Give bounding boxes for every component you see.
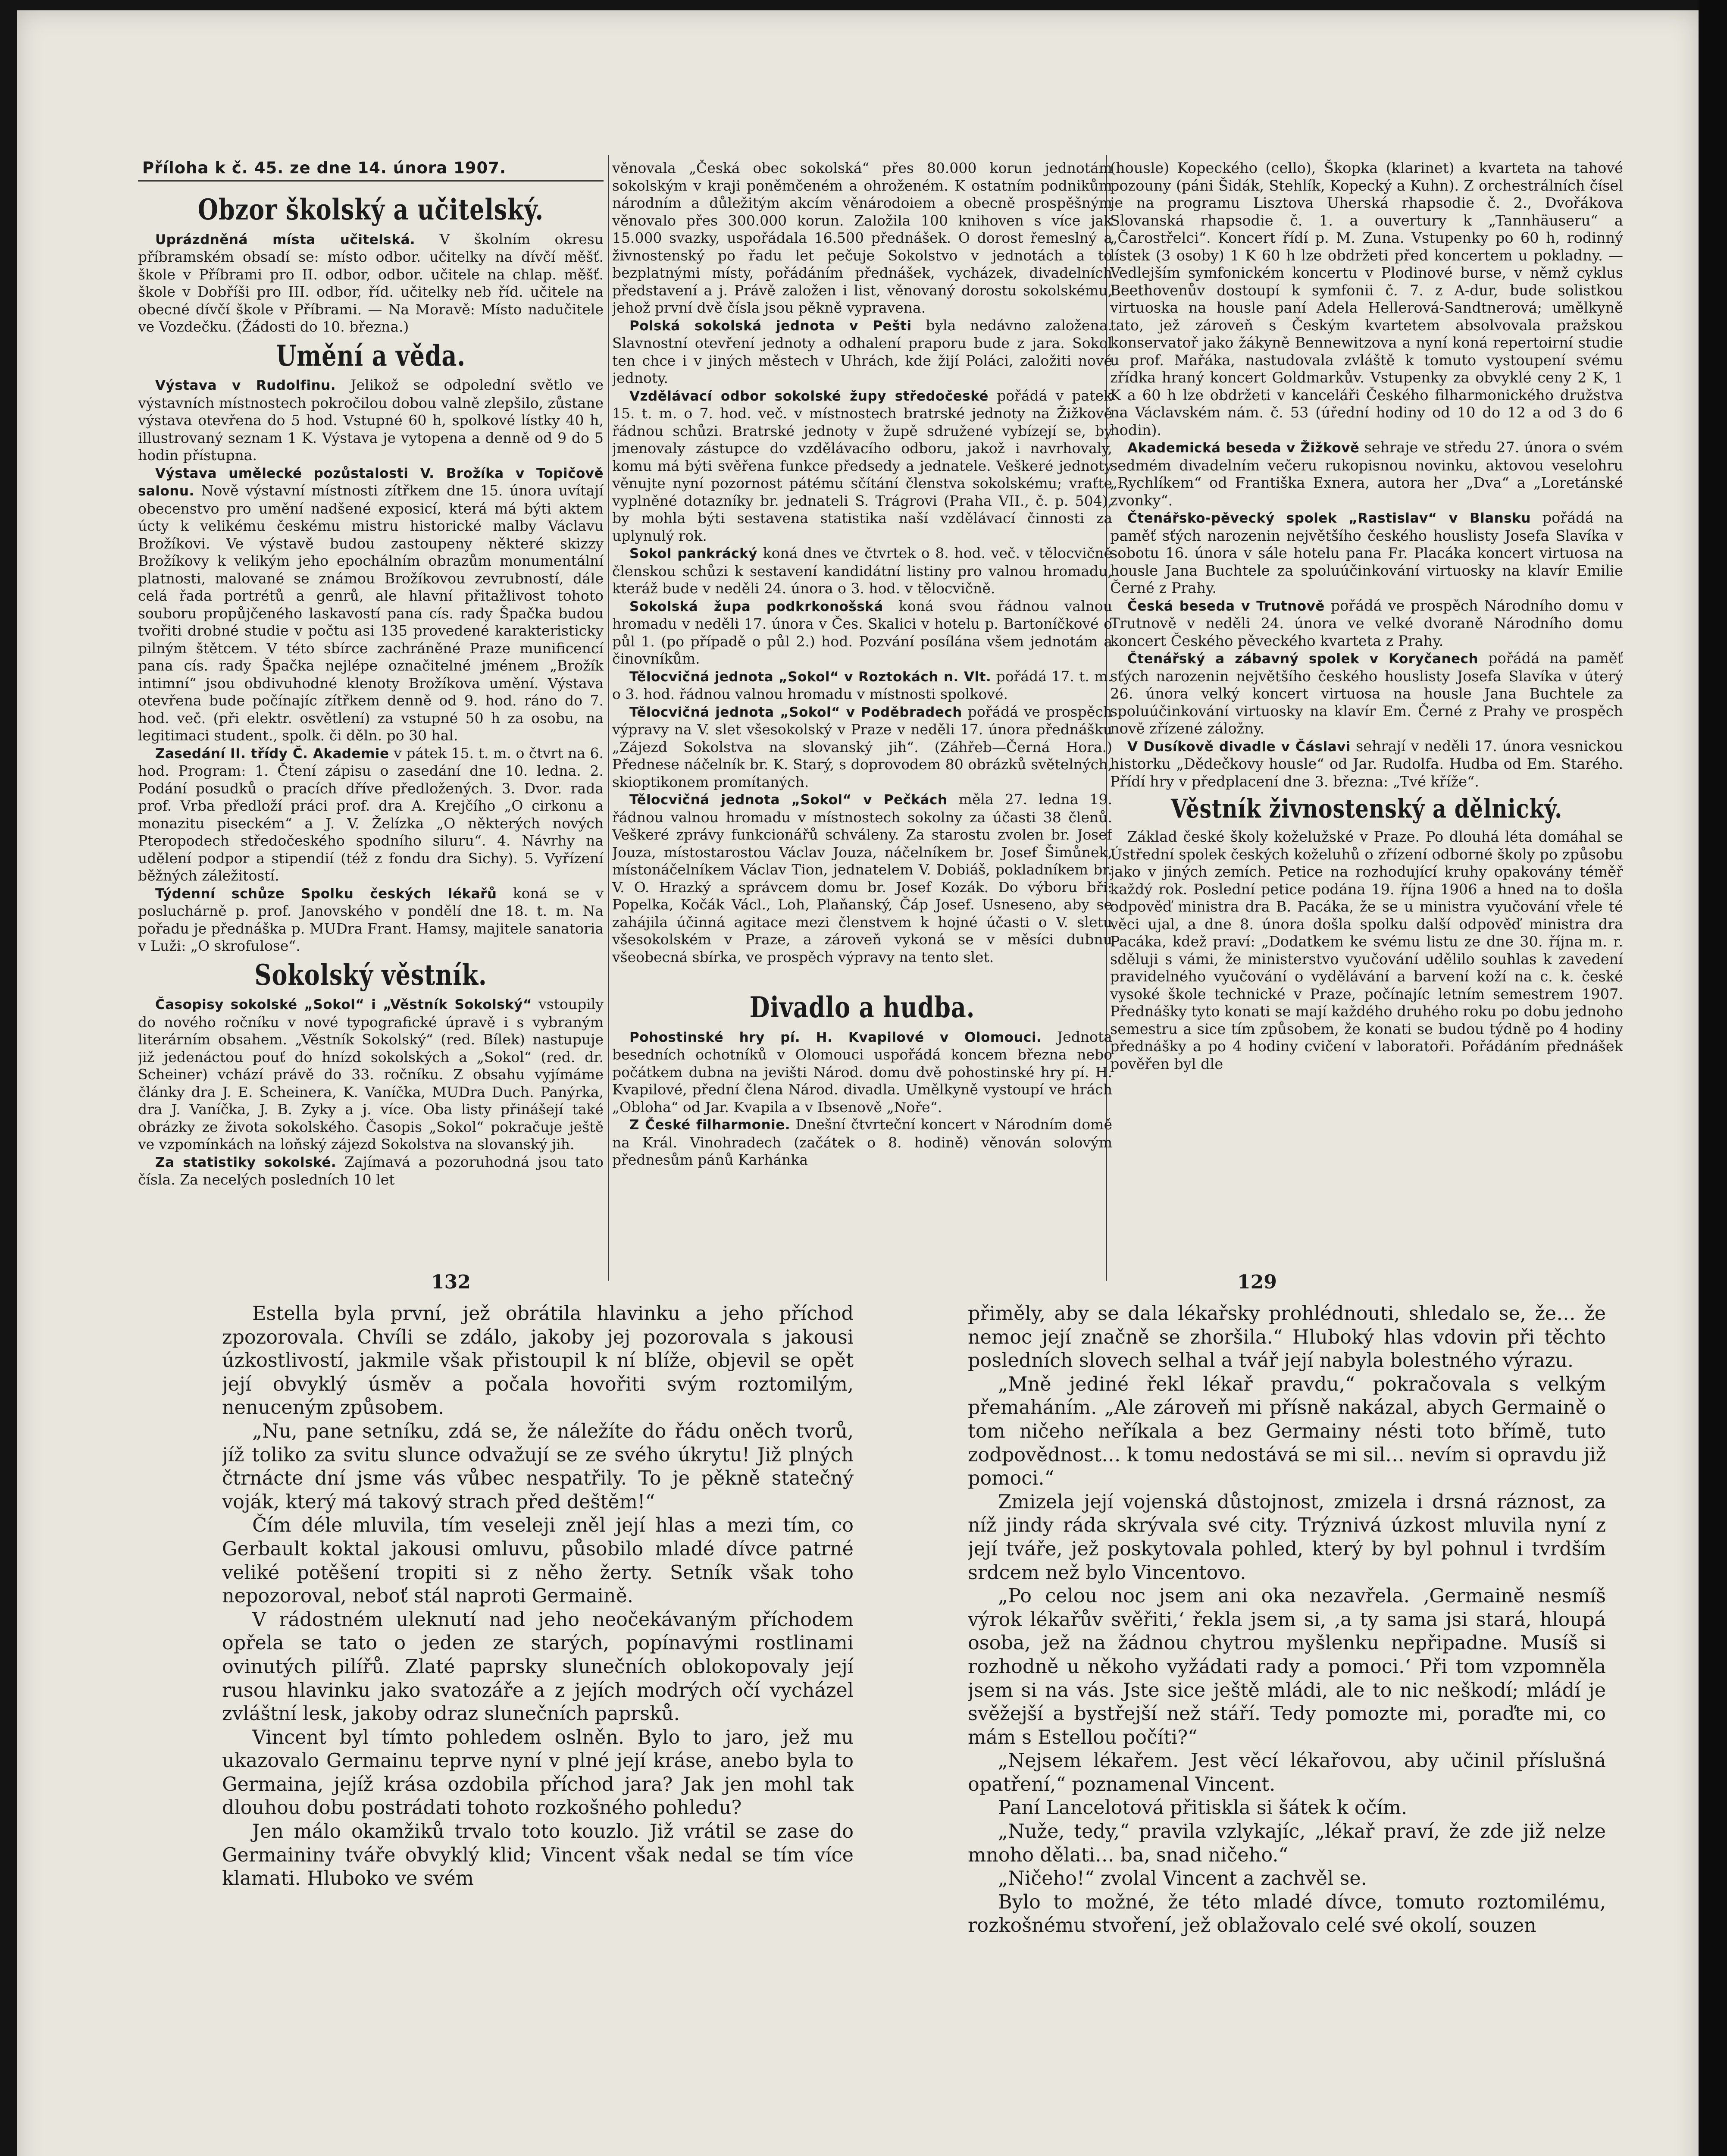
article-text: byla nedávno založena. Slavnostní otevření jednoty a odhalení praporu bude z jara. Sokol ten chce i v jiných městech v Uhrách, kde žijí Poláci, založiti nové jednoty. [612,317,1112,386]
article-lead: Čtenářský a zábavný spolek v Koryčanech [1127,651,1479,667]
header-rule [138,180,604,182]
article-text: měla 27. ledna 19. řádnou valnou hromadu v místnostech sokolny za účasti 38 členů. Veškeré zprávy funkcionářů schváleny. Za starostu zvolen br. Josef Jouza, místostarostou Václav Jouza, náčelníkem br. Josef Šimůnek, místonáčelníkem Václav Tion, jednatelem V. Dobiáš, pokladníkem br. V. O. Hrazký a správcem domu br. Josef Kozák. Do výboru bři: Popelka, Kočák Václ., Loh, Plaňanský, Čáp Josef. Usneseno, aby se zahájila účinná agitace mezi členstvem k hojné účasti o V. sletu všesokolském v Praze, a zároveň vykoná se v měsíci dubnu všeobecná sbírka, ve prospěch výpravy na tento slet. [612,791,1112,965]
article [612,387,1112,545]
article [612,317,1112,387]
article-text: Zajímavá a pozoruhodná jsou tato čísla. Za necelých posledních 10 let [138,1153,604,1188]
novel-paragraph: Vincent byl tímto pohledem oslněn. Bylo to jaro, jež mu ukazovalo Germainu teprve nyní v plné její kráse, anebo byla to Germaina, jejíž krása ozdobila příchod jara? Jak jen mohl tak dlouhou dobu postrádati tohoto rozkošného pohledu? [222,1726,854,1819]
article [138,885,604,955]
article-text: sehraje ve středu 27. února o svém sedmém divadelním večeru rukopisnou novinku, aktovou veselohru „Rychlíkem“ od Františka Exnera, autora her „Dva“ a „Loretánské zvonky“. [1110,439,1623,509]
article-lead: Z České filharmonie. [629,1117,791,1133]
novel-paragraph: Čím déle mluvila, tím veseleji zněl její hlas a mezi tím, co Gerbault koktal jakousi omluvu, působilo mladé dívce patrné veliké potěšení tropiti si z něho žerty. Setník však toho nepozoroval, neboť stál naproti Germaině. [222,1514,854,1608]
novel-paragraph: přiměly, aby se dala lékařsky prohlédnouti, shledalo se, že… že nemoc její značně se zhoršila.“ Hluboký hlas vdovin při těchto posledních slovech selhal a tvář její nabyla bolestného výrazu. [968,1303,1606,1372]
article-lead: Česká beseda v Trutnově [1127,598,1325,614]
article-text: koná dnes ve čtvrtek o 8. hod. več. v tělocvičně členskou schůzi k sestavení kandidátní listiny pro valnou hromadu, kteráž bude v neděli 24. února o 3. hod. v tělocvičně. [612,545,1112,597]
column-rule [608,155,609,1281]
article-text: pořádá ve prospěch výpravy na V. slet všesokolský v Praze v neděli 17. února přednášku „Zájezd Sokolstva na slovanský jih“. (Záhřeb—Černá Hora.) Přednese náčelník br. K. Starý, s doprovodem 80 obrázků světelných, skioptikonem promítaných. [612,703,1112,790]
article-lead: Tělocvičná jednota „Sokol“ v Roztokách n. Vlt. [629,669,992,685]
article [1110,828,1623,1073]
article-text: pořádá v patek 15. t. m. o 7. hod. več. v místnostech bratrské jednoty na Žižkově řádnou schůzi. Bratrské jednoty v župě sdružené vybízejí se, by jmenovaly zástupce do vzdělávacího odboru, jakož i navrhovaly, komu má býti svěřena funkce předsedy a jednatele. Veškeré jednoty věnujte nyní pozornost pátému sčítání členstva sokolskému; vraťte vyplněné dotazníky br. jednateli S. Trágrovi (Praha VII., č. p. 504), by mohla býti sestavena statistika naší vzdělávací činnosti za uplynulý rok. [612,387,1112,544]
article-text: (housle) Kopeckého (cello), Škopka (klarinet) a kvarteta na tahové pozouny (páni Šidák, Stehlík, Kopecký a Kuhn). Z orchestrálních čísel je na programu Lisztova Uherská rhapsodie č. 2., Dvořákova Slovanská rhapsodie č. 1. a ouvertury k „Tannhäuseru“ a „Čarostřelci“. Koncert řídí p. M. Zuna. Vstupenky po 60 h, rodinný lístek (3 osoby) 1 K 60 h lze obdržeti před koncertem u pokladny. — Vedlejším symfonickém koncertu v Plodinové burse, v němž cyklus Beethovenův dostoupí k symfonii č. 7. z A-dur, bude solistkou virtuoska na housle paní Adela Hellerová-Sandtnerová; umělkyně tato, jež zároveň s Českým kvartetem absolvovala pražskou konservatoř jako žákyně Bennewitzova a nyní koná repertoirní studie u prof. Mařáka, nastudovala zvláště k tomuto vystoupení svému zřídka hraný koncert Goldmarkův. Vstupenky za obvyklé ceny 2 K, 1 K a 60 h lze obdržeti v kanceláři Českého filharmonického družstva na Václavském nám. č. 53 (úřední hodiny od 10 do 12 a od 3 do 6 hodin). [1110,160,1623,439]
article-lead: Za statistiky sokolské. [155,1154,337,1170]
supplement-header: Příloha k č. 45. ze dne 14. února 1907. [142,159,507,177]
novel-paragraph: „Nuže, tedy,“ pravila vzlykajíc, „lékař praví, že zde již nelze mnoho dělati… ba, snad ničeho.“ [968,1821,1606,1866]
article [138,231,604,336]
article [612,545,1112,598]
article-lead: Časopisy sokolské „Sokol“ i „Věstník Sokolský“ [155,997,532,1013]
article-lead: Pohostinské hry pí. H. Kvapilové v Olomouci. [629,1029,1042,1045]
newspaper-column-2 [612,160,1112,1302]
novel-paragraph: „Nu, pane setníku, zdá se, že náležíte do řádu oněch tvorů, jíž toliko za svitu slunce odvažují se ze svého úkrytu! Již plných čtrnácte dní jsme vás vůbec nespatřily. To je pěkně statečný voják, který má takový strach před deštěm!“ [222,1420,854,1513]
article [138,1153,604,1189]
article [138,464,604,745]
article-text: v pátek 15. t. m. o čtvrt na 6. hod. Program: 1. Čtení zápisu o zasedání dne 10. ledna. 2. Podání posudků o pracích dříve předložených. 3. Dvor. rada prof. Vrba předloží práci prof. dra A. Krejčího „O cirkonu a monazitu piseckém“ a J. V. Želízka „O některých nových Pteropodech středočeského spodního siluru“. 4. Návrhy na udělení podpor a stipendií (též z fondu dra Sichy). 5. Vyřízení běžných záležitostí. [138,744,604,884]
novel-paragraph: Paní Lancelotová přitiskla si šátek k očím. [998,1797,1408,1819]
novel-page-right [968,1302,1606,2156]
article-lead: Polská sokolská jednota v Pešti [629,318,912,334]
novel-paragraph: Zmizela její vojenská důstojnost, zmizela i drsná ráznost, za níž jindy ráda skrývala své city. Trýznivá úzkost mluvila nyní z její tváře, jež poskytovala pohled, který by byl pohnul i tvrdším srdcem než bylo Vincentovo. [968,1491,1606,1584]
article [1110,650,1623,738]
scan-border [1699,0,1727,2156]
article [612,1116,1112,1169]
section-title: Sokolský věstník. [254,958,487,992]
article [612,598,1112,668]
article-lead: Čtenářsko-pěvecký spolek „Rastislav“ v Blansku [1127,511,1531,526]
newspaper-column-3 [1110,160,1623,1302]
article [1110,509,1623,597]
article-lead: Sokolská župa podkrkonošská [629,599,883,614]
article-lead: Zasedání II. třídy Č. Akademie [155,746,389,761]
article-lead: Uprázdněná místa učitelská. [155,232,416,248]
article-text: koná svou řádnou valnou hromadu v neděli 17. února v Čes. Skalici v hotelu p. Bartoníčkové o půl 1. (po případě o půl 2.) hod. Pozvání posílána všem jednotám a činovníkům. [612,597,1112,667]
article-text: koná se v posluchárně p. prof. Janovského v pondělí dne 18. t. m. Na pořadu je přednáška p. MUDra Frant. Hamsy, majitele sanatoria v Luži: „O skrofulose“. [138,884,604,955]
article-lead: Vzdělávací odbor sokolské župy středočeské [629,388,989,404]
article-text: Nově výstavní místnosti zítřkem dne 15. února uvítají obecenstvo pro umění nadšené exposicí, která má býti aktem úcty k velikému českému mistru historické malby Václavu Brožíkovi. Ve výstavě budou zastoupeny některé skizzy Brožíkovy k velikým jeho epochálním obrazům monumentální platnosti, malované se známou Brožíkovou zevrubností, dále celá řada portrétů a genrů, ale hlavní přitažlivost tohoto souboru propůjčeného laskavostí pana cís. rady Špačka budou tvořiti drobné studie v počtu asi 135 provedené karakteristicky pilným štětcem. V této sbírce zachráněné Praze munificencí pana cís. rady Špačka nejlépe označitelné jménem „Brožík intimní“ jsou obdivuhodné klenoty Brožíkova umění. Výstava otevřena bude počínajíc zítřkem denně od 9. hod. ráno do 7. hod. več. (při elektr. osvětlení) za vstupné 50 h za osobu, na legitimaci student., spolk. či děln. po 30 hal. [138,482,604,744]
article-lead: Sokol pankrácký [629,546,757,561]
article-lead: Výstava umělecké pozůstalosti V. Brožíka v Topičově salonu. [138,465,604,499]
novel-paragraph: Bylo to možné, že této mladé dívce, tomuto roztomilému, rozkošnému stvoření, jež oblažovalo celé své okolí, souzen [968,1891,1606,1937]
article [138,745,604,885]
novel-paragraph: „Mně jediné řekl lékař pravdu,“ pokračovala s velkým přemaháním. „Ale zároveň mi přísně nakázal, abych Germaině o tom ničeho neříkala a bez Germainy nésti toto břímě, tuto zodpovědnost… k tomu nedostává se mi sil… nevím si opravdu již pomoci.“ [968,1373,1606,1490]
article-text: sehrají v neděli 17. února vesnickou historku „Dědečkovy housle“ od Jar. Rudolfa. Hudba od Em. Starého. Přídí hry v předplacení dne 3. března: „Tvé kříže“. [1110,737,1623,790]
article [138,376,604,464]
article-lead: Akademická beseda v Žižkově [1127,440,1360,456]
page-number-right: 129 [1237,1271,1277,1293]
article [612,791,1112,966]
novel-paragraph: V rádostném uleknutí nad jeho neočekávaným příchodem opřela se tato o jeden ze starých, popínavými rostlinami ovinutých pilířů. Zlaté paprsky slunečních oblokopovaly její rusou hlavinku jako svatozáře a z jejích modrých očí vycházel zvláštní lesk, jakoby odraz slunečních paprsků. [222,1608,854,1725]
article-lead: Týdenní schůze Spolku českých lékařů [155,886,497,902]
article-text: V školním okresu příbramském obsadí se: místo odbor. učitelky na dívčí měšť. škole v Příbrami pro II. odbor, odbor. učitele na chlap. měšť. škole v Dobříši pro III. odbor, říd. učitelky neb říd. učitele na obecné dívčí škole v Příbrami. — Na Moravě: Místo nadučitele ve Vozdečku. (Žádosti do 10. března.) [138,230,604,335]
article-lead: Výstava v Rudolfinu. [155,378,336,394]
article-lead: Tělocvičná jednota „Sokol“ v Poděbradech [629,704,962,720]
article-text: Jednota besedních ochotníků v Olomouci uspořádá koncem března nebo počátkem dubna na jevišti Národ. domu dvě pohostinské hry pí. H. Kvapilové, přední člena Národ. divadla. Umělkyně vystoupí ve hrách „Obloha“ od Jar. Kvapila a v Ibsenově „Noře“. [612,1028,1112,1116]
article-text: pořádá na paměť sťých narozenin největšího českého houslisty Josefa Slavíka v úterý 26. února velký koncert virtuosa na housle Jana Buchtele za spoluúčinkování virtuosky na klavír Em. Černé z Prahy ve prospěch nově zřízené záložny. [1110,650,1623,737]
novel-paragraph: „Ničeho!“ zvolal Vincent a zachvěl se. [998,1868,1367,1890]
article [138,996,604,1153]
article-text: pořádá na paměť sťých narozenin největšího českého houslisty Josefa Slavíka v sobotu 16. února v sále hotelu pana Fr. Placáka koncert virtuosa na housle Jana Buchtele za spoluúčinkování virtuosky na klavír Emilie Černé z Prahy. [1110,509,1623,596]
novel-paragraph: Estella byla první, jež obrátila hlavinku a jeho příchod zpozorovala. Chvíli se zdálo, jakoby jej pozorovala s jakousi úzkostlivostí, jakmile však přistoupil k ní blíže, objevil se opět její obvyklý úsměv a počala hovořiti svým roztomilým, nenuceným způsobem. [222,1303,854,1419]
newspaper-column-1 [138,190,604,1332]
article [1110,597,1623,650]
article [612,703,1112,791]
article [1110,160,1623,439]
article [1110,738,1623,791]
article-text: vstoupily do nového ročníku v nové typografické úpravě i s vybraným literárním obsahem. „Věstník Sokolský“ (red. Bílek) nastupuje již jedenáctou pouť do hnízd sokolských a „Sokol“ (red. dr. Scheiner) vchází právě do 33. ročníku. Z obsahu vyjímáme články dra J. E. Scheinera, K. Vaníčka, MUDra Duch. Panýrka, dra J. Vaníčka, J. B. Zyky a j. více. Oba listy přinášejí také obrázky ze života sokolského. Časopis „Sokol“ pokračuje ještě ve vzpomínkách na loňský zájezd Sokolstva na slovanský jih. [138,996,604,1153]
section-title: Divadlo a hudba. [749,990,975,1024]
section-title: Obzor školský a učitelský. [197,193,544,226]
article-text: věnovala „Česká obec sokolská“ přes 80.000 korun jednotám sokolským v kraji poněmčeném a ohroženém. K ostatním podnikům národním a důležitým akcím věnárodoiem a obecně prospěšným věnovalo přes 300.000 korun. Založila 100 knihoven s více jak 15.000 svazky, uspořádala 16.500 přednášek. O dorost řemeslný a živnostenský po řadu let pečuje Sokolstvo v jednotách a to bezplatnými místy, pořádáním přednášek, vycházek, divadelních představení a j. Právě založen i list, věnovaný dorostu sokolskému, jehož první dvě čísla jsou pěkně vypravena. [612,160,1112,316]
section-title: Věstník živnostenský a dělnický. [1170,794,1563,824]
section-title: Umění a věda. [276,338,466,373]
novel-paragraph: Jen málo okamžiků trvalo toto kouzlo. Již vrátil se zase do Germaininy tváře obvyklý klid; Vincent však nedal se tím více klamati. Hluboko ve svém [222,1821,854,1890]
article-text: pořádá ve prospěch Národního domu v Trutnově v neděli 24. února ve velké dvoraně Národního domu koncert Českého pěveckého kvarteta z Prahy. [1110,597,1623,649]
novel-page-left [222,1302,854,2156]
article-text: Dnešní čtvrteční koncert v Národním domě na Král. Vinohradech (začátek o 8. hodině) věnován solovým přednesům pánů Karhánka [612,1116,1112,1169]
article-text: pořádá 17. t. m. o 3. hod. řádnou valnou hromadu v místnosti spolkové. [612,667,1112,702]
novel-paragraph: „Nejsem lékařem. Jest věcí lékařovou, aby učinil příslušná opatření,“ poznamenal Vincent. [968,1750,1606,1796]
article [1110,439,1623,509]
novel-paragraph: „Po celou noc jsem ani oka nezavřela. ‚Germaině nesmíš výrok lékařův svěřiti,‘ řekla jsem si, ‚a ty sama jsi stará, hloupá osoba, jež na žádnou chytrou myšlenku nepřipadne. Musíš si rozhodně u někoho vyžádati rady a pomoci.‘ Při tom vzpomněla jsem si na vás. Jste sice ještě mládi, ale to nic neškodí; mládí je svěžejší a bystřejší než stáří. Tedy pomozte mi, poraďte mi, co mám s Estellou počíti?“ [968,1585,1606,1749]
article [612,1028,1112,1116]
article [612,160,1112,317]
page-number-left: 132 [431,1271,471,1293]
article-lead: Tělocvičná jednota „Sokol“ v Pečkách [629,792,948,808]
article [612,668,1112,703]
article-lead: V Dusíkově divadle v Čáslavi [1127,739,1351,755]
article-text: Jelikož se odpolední světlo ve výstavních místnostech pokročilou dobou valně zlepšilo, zůstane výstava otevřena do 5 hod. Vstupné 60 h, spolkové lístky 40 h, illustrovaný seznam 1 K. Výstava je vytopena a denně od 9 do 5 hodin přístupna. [138,376,604,464]
article-text: Základ české školy koželužské v Praze. Po dlouhá léta domáhal se Ústřední spolek českých koželuhů o zřízení odborné školy po způsobu jako v jiných zemích. Petice na rozhodující kruhy opakovány téměř každý rok. Poslední petice podána 19. října 1906 a hned na to došla odpověď ministra dra B. Pacáka, že se u ministra vyučování vřele té věci ujal, a dne 8. února došla spolku další odpověď ministra dra Pacáka, kdež praví: „Dodatkem ke svému listu ze dne 30. října m. r. sděluji s vámi, že ministerstvo vyučování udělilo souhlas k zavedení pravidelného vyučování o vydělávání a barvení koží na c. k. české vysoké škole technické v Praze, počínajíc letním semestrem 1907. Přednášky tyto konati se mají každého druhého roku po dobu jednoho semestru a sice tím způsobem, že konati se budou týdně po 4 hodiny přednášky a po 4 hodiny cvičení v laboratoři. Pořádáním přednášek pověřen byl dle [1110,828,1623,1072]
